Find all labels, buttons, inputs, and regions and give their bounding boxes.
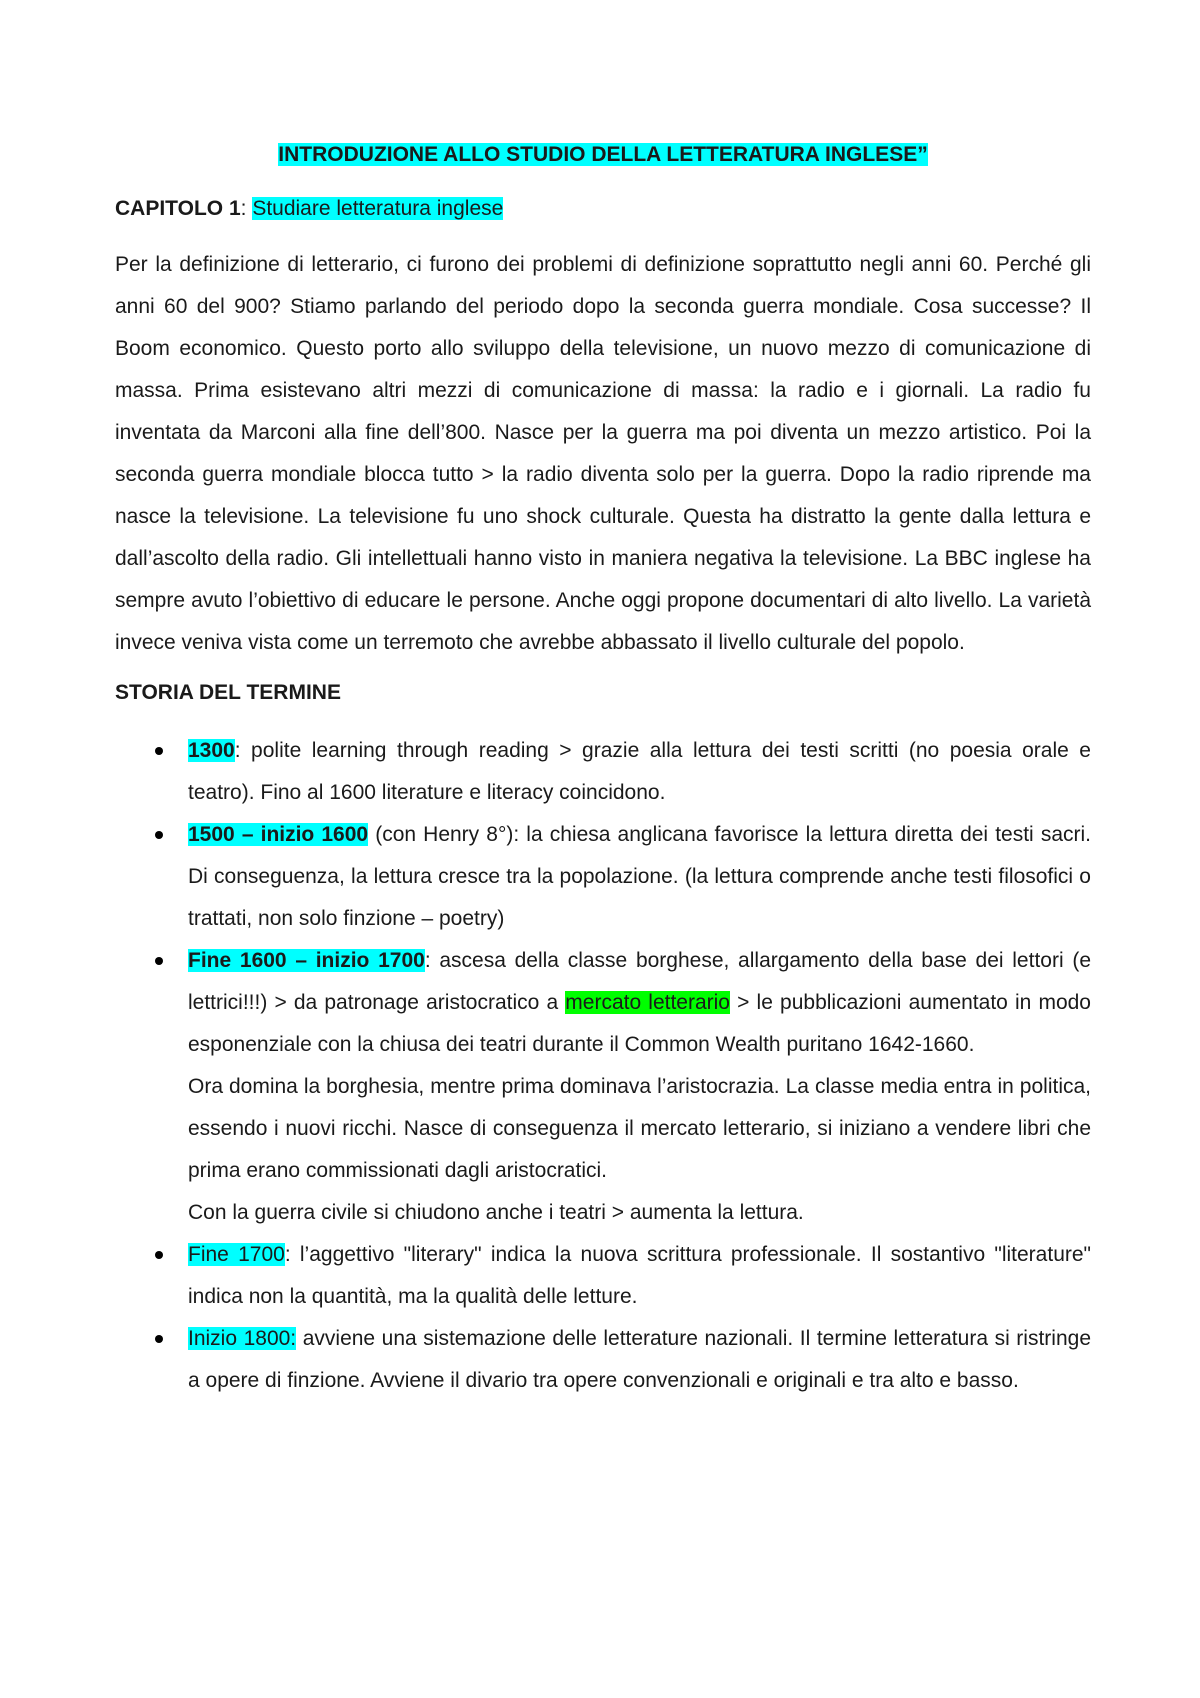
item-extra-paragraph: Ora domina la borghesia, mentre prima dominava l’aristocrazia. La classe media entra in politica, essendo i nuovi ricchi. Nasce di conseguenza il mercato letterario, si iniziano a vendere libri che prima erano commissionati dagli aristocratici.	[188, 1075, 1091, 1182]
item-text: : polite learning through reading > grazie alla lettura dei testi scritti (no poesia orale e teatro). Fino al 1600 literature e literacy coincidono.	[188, 739, 1091, 804]
bullet-icon	[155, 1251, 163, 1259]
list-item	[115, 1234, 1091, 1318]
bullet-icon	[155, 1335, 163, 1343]
chapter-subtitle: Studiare letteratura inglese	[252, 197, 504, 220]
chapter-separator: :	[240, 197, 253, 220]
intro-paragraph: Per la definizione di letterario, ci furono dei problemi di definizione soprattutto negli anni 60. Perché gli anni 60 del 900? Stiamo parlando del periodo dopo la seconda guerra mondiale. Cosa successe? Il Boom economico. Questo porto allo sviluppo della televisione, un nuovo mezzo di comunicazione di massa. Prima esistevano altri mezzi di comunicazione di massa: la radio e i giornali. La radio fu inventata da Marconi alla fine dell’800. Nasce per la guerra ma poi diventa un mezzo artistico. Poi la seconda guerra mondiale blocca tutto > la radio diventa solo per la guerra. Dopo la radio riprende ma nasce la televisione. La televisione fu uno shock culturale. Questa ha distratto la gente dalla lettura e dall’ascolto della radio. Gli intellettuali hanno visto in maniera negativa la televisione. La BBC inglese ha sempre avuto l’obiettivo di educare le persone. Anche oggi propone documentari di alto livello. La varietà invece veniva vista come un terremoto che avrebbe abbassato il livello culturale del popolo.	[115, 253, 1091, 654]
list-item	[115, 814, 1091, 940]
item-text: : ascesa della classe borghese, allargamento della base dei lettori (e lettrici!!!) > da patronage aristocratico a	[188, 949, 1092, 1014]
list-item	[115, 730, 1091, 814]
list-item	[115, 940, 1091, 1234]
period-term: Fine 1600 – inizio 1700	[188, 949, 425, 972]
item-text: avviene una sistemazione delle letterature nazionali. Il termine letteratura si ristringe a opere di finzione. Avviene il divario tra opere convenzionali e originali e tra alto e basso.	[188, 1327, 1091, 1392]
highlighted-phrase: mercato letterario	[565, 991, 730, 1014]
period-term: Fine 1700	[188, 1243, 285, 1266]
period-term: Inizio 1800:	[188, 1327, 297, 1350]
period-term: 1300	[188, 739, 235, 762]
chapter-heading	[115, 194, 1091, 224]
bullet-icon	[155, 957, 163, 965]
item-text-continued: > le pubblicazioni aumentato in modo esponenziale con la chiusa dei teatri durante il Common Wealth puritano 1642-1660.	[188, 991, 1091, 1056]
chapter-label: CAPITOLO 1	[115, 197, 241, 220]
section-heading: STORIA DEL TERMINE	[115, 681, 341, 704]
item-text: : l’aggettivo "literary" indica la nuova scrittura professionale. Il sostantivo "literature" indica non la quantità, ma la qualità delle letture.	[188, 1243, 1091, 1308]
item-text: (con Henry 8°): la chiesa anglicana favorisce la lettura diretta dei testi sacri. Di conseguenza, la lettura cresce tra la popolazione. (la lettura comprende anche testi filosofici o trattati, non solo finzione – poetry)	[188, 823, 1091, 930]
document-title	[115, 140, 1091, 170]
bullet-icon	[155, 831, 163, 839]
document-content	[115, 140, 1091, 1402]
title-text: INTRODUZIONE ALLO STUDIO DELLA LETTERATURA INGLESE”	[278, 143, 928, 166]
item-extra-paragraph: Con la guerra civile si chiudono anche i teatri > aumenta la lettura.	[188, 1201, 804, 1224]
term-history-list	[115, 730, 1091, 1402]
bullet-icon	[155, 747, 163, 755]
period-term: 1500 – inizio 1600	[188, 823, 369, 846]
list-item	[115, 1318, 1091, 1402]
